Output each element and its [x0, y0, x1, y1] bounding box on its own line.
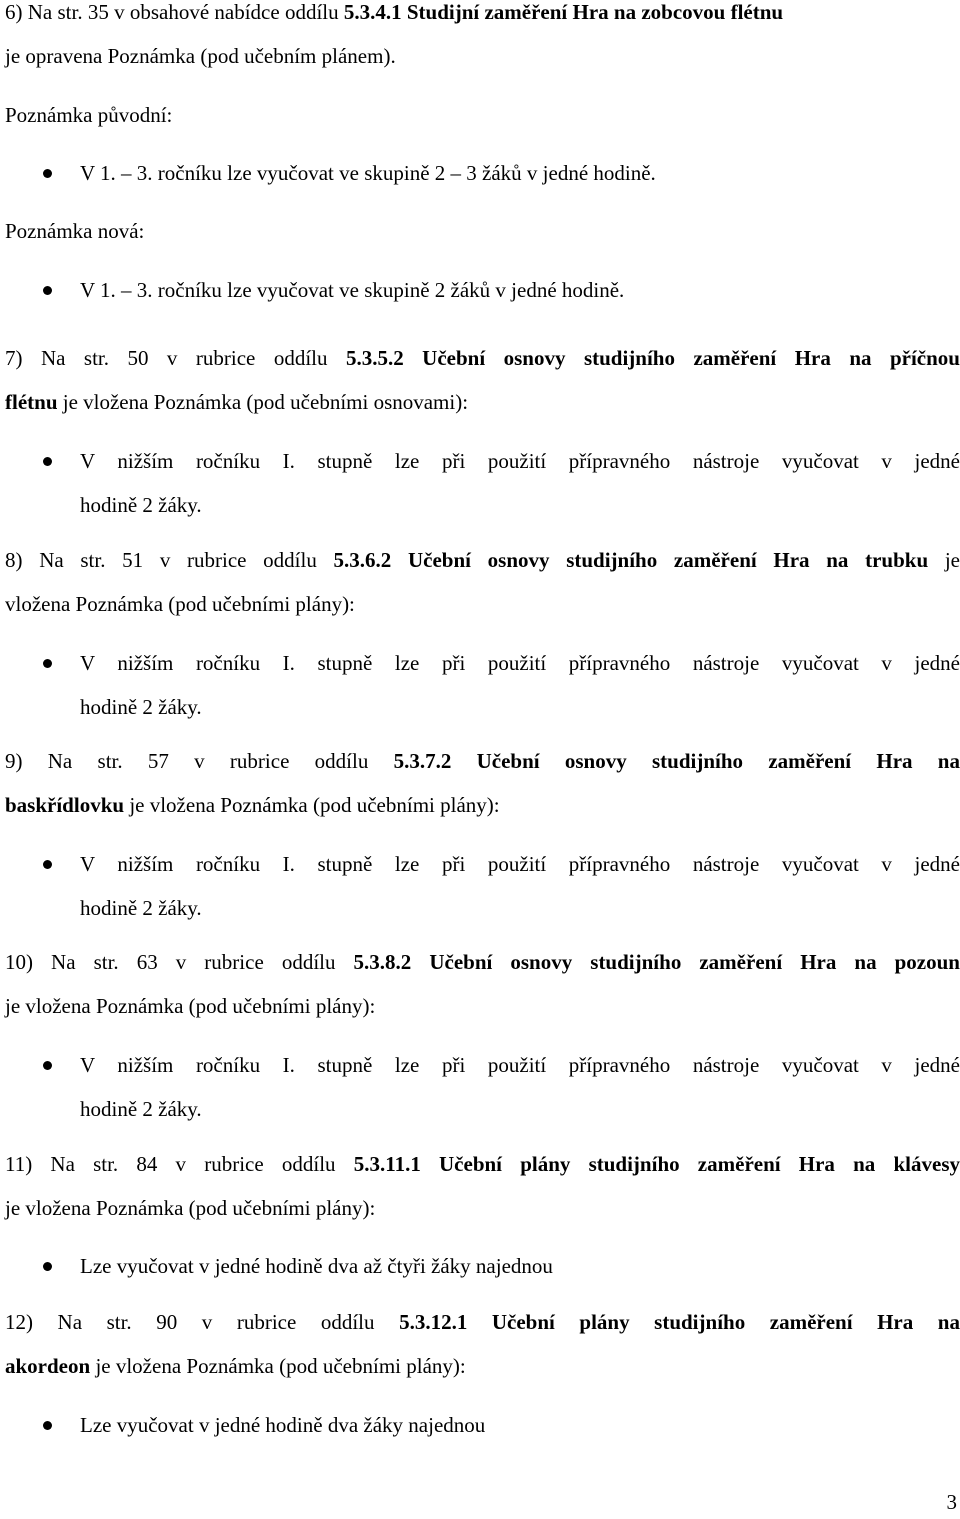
item-7-line1 — [5, 336, 960, 380]
item-rest: je vložena Poznámka (pod učebními plány): — [124, 793, 500, 817]
page-number: 3 — [946, 1490, 957, 1514]
bullet-text: V nižším ročníku I. stupně lze při použití přípravného nástroje vyučovat v jedné — [80, 852, 960, 876]
bullet-text: V nižším ročníku I. stupně lze při použití přípravného nástroje vyučovat v jedné — [80, 651, 960, 675]
item-8-line1 — [5, 538, 960, 582]
section-ref: 5.3.8.2 Učební osnovy studijního zaměření Hra na pozoun — [353, 950, 960, 974]
item-7-line2 — [5, 380, 960, 424]
item-6-line1 — [5, 0, 960, 34]
item-number: 6) — [5, 0, 23, 24]
item-intro: Na str. 90 v rubrice oddílu — [33, 1310, 400, 1334]
item-intro: Na str. 51 v rubrice oddílu — [22, 548, 334, 572]
section-ref: 5.3.4.1 Studijní zaměření Hra na zobcovou flétnu — [343, 0, 784, 24]
item-intro: Na str. 84 v rubrice oddílu — [32, 1152, 354, 1176]
new-note-label: Poznámka nová: — [5, 219, 145, 243]
item-10 — [5, 940, 960, 1131]
item-8 — [5, 538, 960, 729]
item-intro: Na str. 50 v rubrice oddílu — [22, 346, 346, 370]
section-ref-cont: baskřídlovku — [5, 793, 125, 817]
bullet-item — [5, 268, 960, 312]
bullet-text: V 1. – 3. ročníku lze vyučovat ve skupině 2 – 3 žáků v jedné hodině. — [80, 161, 656, 185]
item-9 — [5, 739, 960, 930]
bullet-text: Lze vyučovat v jedné hodině dva žáky najednou — [80, 1413, 486, 1437]
bullet-text: V nižším ročníku I. stupně lze při použití přípravného nástroje vyučovat v jedné — [80, 1053, 960, 1077]
item-number: 8) — [5, 548, 23, 572]
bullet-item — [5, 641, 960, 729]
item-number: 10) — [5, 950, 33, 974]
bullet-text-cont: hodině 2 žáky. — [80, 493, 202, 517]
item-tail: je — [928, 548, 960, 572]
bullet-text-cont: hodině 2 žáky. — [80, 896, 202, 920]
item-10-line1 — [5, 940, 960, 984]
item-11-line2: je vložena Poznámka (pod učebními plány): — [5, 1196, 376, 1220]
item-6 — [5, 0, 960, 312]
item-intro: Na str. 63 v rubrice oddílu — [33, 950, 354, 974]
item-7 — [5, 336, 960, 527]
item-12-line1 — [5, 1300, 960, 1344]
item-6-line2: je opravena Poznámka (pod učebním plánem). — [5, 44, 396, 68]
item-intro: Na str. 35 v obsahové nabídce oddílu — [22, 0, 344, 24]
bullet-item — [5, 439, 960, 527]
item-number: 11) — [5, 1152, 33, 1176]
item-rest: je vložena Poznámka (pod učebními plány): — [90, 1354, 466, 1378]
section-ref: 5.3.11.1 Učební plány studijního zaměření Hra na klávesy — [353, 1152, 960, 1176]
item-number: 9) — [5, 749, 23, 773]
item-number: 12) — [5, 1310, 33, 1334]
item-number: 7) — [5, 346, 23, 370]
original-note-label: Poznámka původní: — [5, 103, 173, 127]
item-11-line1 — [5, 1142, 960, 1186]
bullet-item — [5, 151, 960, 195]
item-10-line2: je vložena Poznámka (pod učebními plány): — [5, 994, 376, 1018]
item-12-line2 — [5, 1344, 960, 1388]
bullet-text: V 1. – 3. ročníku lze vyučovat ve skupině 2 žáků v jedné hodině. — [80, 278, 625, 302]
bullet-item — [5, 1244, 960, 1288]
section-ref-cont: akordeon — [5, 1354, 91, 1378]
item-9-line2 — [5, 783, 960, 827]
item-8-line2: vložena Poznámka (pod učebními plány): — [5, 592, 355, 616]
section-ref-cont: flétnu — [5, 390, 58, 414]
section-ref: 5.3.6.2 Učební osnovy studijního zaměření Hra na trubku — [333, 548, 929, 572]
bullet-text-cont: hodině 2 žáky. — [80, 1097, 202, 1121]
item-intro: Na str. 57 v rubrice oddílu — [22, 749, 394, 773]
bullet-text-cont: hodině 2 žáky. — [80, 695, 202, 719]
item-12 — [5, 1300, 960, 1447]
item-11 — [5, 1142, 960, 1288]
section-ref: 5.3.5.2 Učební osnovy studijního zaměření Hra na příčnou — [345, 346, 960, 370]
item-rest: je vložena Poznámka (pod učebními osnovami): — [57, 390, 469, 414]
section-ref: 5.3.7.2 Učební osnovy studijního zaměření Hra na — [393, 749, 960, 773]
bullet-text: Lze vyučovat v jedné hodině dva až čtyři žáky najednou — [80, 1254, 553, 1278]
item-9-line1 — [5, 739, 960, 783]
bullet-item — [5, 842, 960, 930]
bullet-item — [5, 1403, 960, 1447]
bullet-item — [5, 1043, 960, 1131]
section-ref: 5.3.12.1 Učební plány studijního zaměření Hra na — [399, 1310, 960, 1334]
bullet-text: V nižším ročníku I. stupně lze při použití přípravného nástroje vyučovat v jedné — [80, 449, 960, 473]
